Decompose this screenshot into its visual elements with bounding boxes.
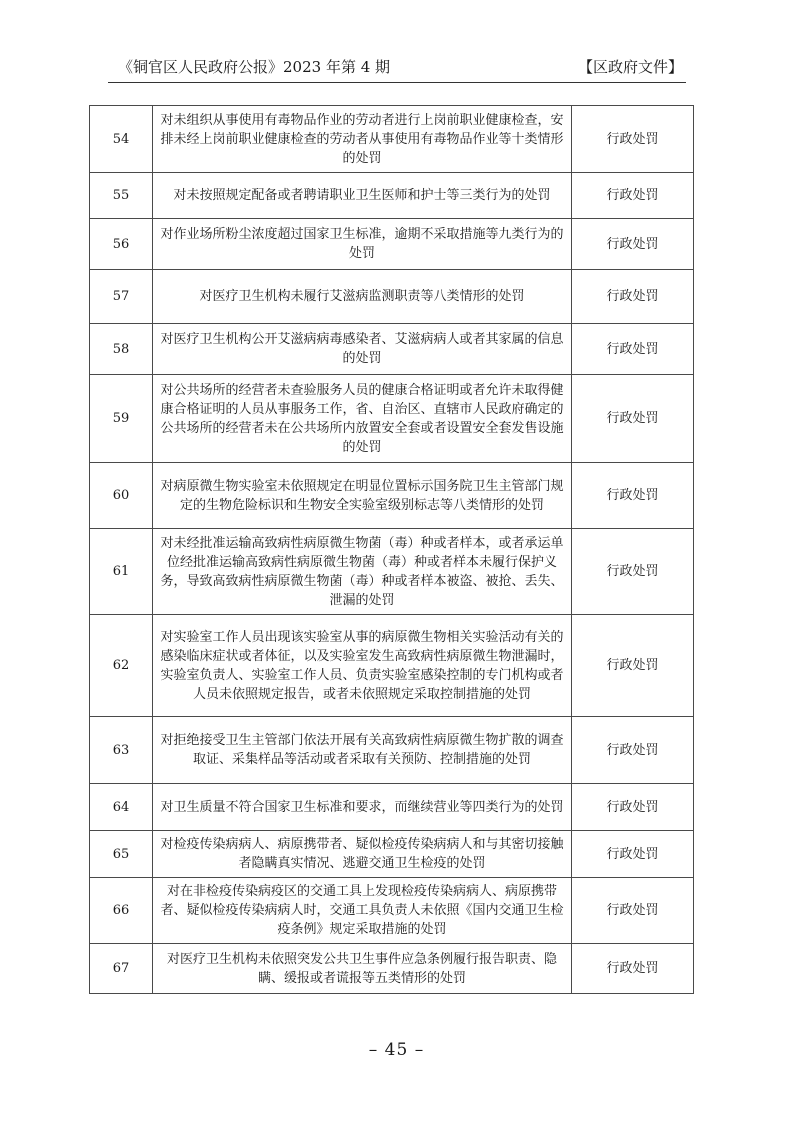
table-row <box>90 219 694 270</box>
item-type: 行政处罚 <box>572 878 694 944</box>
row-number: 58 <box>90 324 153 375</box>
row-number: 56 <box>90 219 153 270</box>
item-description: 对未组织从事使用有毒物品作业的劳动者进行上岗前职业健康检查，安排未经上岗前职业健康检查的劳动者从事使用有毒物品作业等十类情形的处罚 <box>153 106 572 173</box>
item-type: 行政处罚 <box>572 784 694 831</box>
item-type: 行政处罚 <box>572 375 694 463</box>
item-type: 行政处罚 <box>572 173 694 219</box>
table-row <box>90 106 694 173</box>
item-description: 对拒绝接受卫生主管部门依法开展有关高致病性病原微生物扩散的调查取证、采集样品等活动或者采取有关预防、控制措施的处罚 <box>153 717 572 784</box>
bulletin-title: 《铜官区人民政府公报》2023 年第 4 期 <box>118 58 391 76</box>
row-number: 59 <box>90 375 153 463</box>
item-type: 行政处罚 <box>572 615 694 717</box>
page-header <box>118 56 683 80</box>
header-rule <box>108 82 686 83</box>
table-row <box>90 784 694 831</box>
table-row <box>90 173 694 219</box>
item-description: 对医疗卫生机构公开艾滋病病毒感染者、艾滋病病人或者其家属的信息的处罚 <box>153 324 572 375</box>
item-type: 行政处罚 <box>572 270 694 324</box>
item-description: 对未经批准运输高致病性病原微生物菌（毒）种或者样本，或者承运单位经批准运输高致病性病原微生物菌（毒）种或者样本未履行保护义务，导致高致病性病原微生物菌（毒）种或者样本被盗、被抢、丢失、泄漏的处罚 <box>153 529 572 615</box>
item-description: 对医疗卫生机构未履行艾滋病监测职责等八类情形的处罚 <box>153 270 572 324</box>
row-number: 63 <box>90 717 153 784</box>
row-number: 61 <box>90 529 153 615</box>
item-type: 行政处罚 <box>572 219 694 270</box>
table-row <box>90 375 694 463</box>
penalty-table <box>89 105 694 994</box>
item-type: 行政处罚 <box>572 529 694 615</box>
row-number: 64 <box>90 784 153 831</box>
item-description: 对未按照规定配备或者聘请职业卫生医师和护士等三类行为的处罚 <box>153 173 572 219</box>
table-row <box>90 529 694 615</box>
item-description: 对医疗卫生机构未依照突发公共卫生事件应急条例履行报告职责、隐瞒、缓报或者谎报等五类情形的处罚 <box>153 944 572 994</box>
item-description: 对在非检疫传染病疫区的交通工具上发现检疫传染病病人、病原携带者、疑似检疫传染病病人时，交通工具负责人未依照《国内交通卫生检疫条例》规定采取措施的处罚 <box>153 878 572 944</box>
row-number: 57 <box>90 270 153 324</box>
table-row <box>90 831 694 878</box>
row-number: 54 <box>90 106 153 173</box>
table-row <box>90 324 694 375</box>
row-number: 62 <box>90 615 153 717</box>
item-type: 行政处罚 <box>572 944 694 994</box>
item-type: 行政处罚 <box>572 463 694 529</box>
table-row <box>90 944 694 994</box>
table-row <box>90 270 694 324</box>
item-description: 对公共场所的经营者未查验服务人员的健康合格证明或者允许未取得健康合格证明的人员从事服务工作，省、自治区、直辖市人民政府确定的公共场所的经营者未在公共场所内放置安全套或者设置安全套发售设施的处罚 <box>153 375 572 463</box>
page-number: – 45 – <box>368 1040 425 1060</box>
row-number: 65 <box>90 831 153 878</box>
row-number: 55 <box>90 173 153 219</box>
item-description: 对作业场所粉尘浓度超过国家卫生标准，逾期不采取措施等九类行为的处罚 <box>153 219 572 270</box>
row-number: 67 <box>90 944 153 994</box>
item-description: 对卫生质量不符合国家卫生标准和要求，而继续营业等四类行为的处罚 <box>153 784 572 831</box>
table-row <box>90 878 694 944</box>
item-description: 对病原微生物实验室未依照规定在明显位置标示国务院卫生主管部门规定的生物危险标识和生物安全实验室级别标志等八类情形的处罚 <box>153 463 572 529</box>
section-label: 【区政府文件】 <box>577 58 683 76</box>
item-type: 行政处罚 <box>572 106 694 173</box>
item-type: 行政处罚 <box>572 717 694 784</box>
row-number: 60 <box>90 463 153 529</box>
table-row <box>90 463 694 529</box>
table-row <box>90 615 694 717</box>
item-type: 行政处罚 <box>572 831 694 878</box>
item-description: 对检疫传染病病人、病原携带者、疑似检疫传染病病人和与其密切接触者隐瞒真实情况、逃避交通卫生检疫的处罚 <box>153 831 572 878</box>
item-type: 行政处罚 <box>572 324 694 375</box>
table-row <box>90 717 694 784</box>
item-description: 对实验室工作人员出现该实验室从事的病原微生物相关实验活动有关的感染临床症状或者体征，以及实验室发生高致病性病原微生物泄漏时，实验室负责人、实验室工作人员、负责实验室感染控制的专门机构或者人员未依照规定报告，或者未依照规定采取控制措施的处罚 <box>153 615 572 717</box>
row-number: 66 <box>90 878 153 944</box>
